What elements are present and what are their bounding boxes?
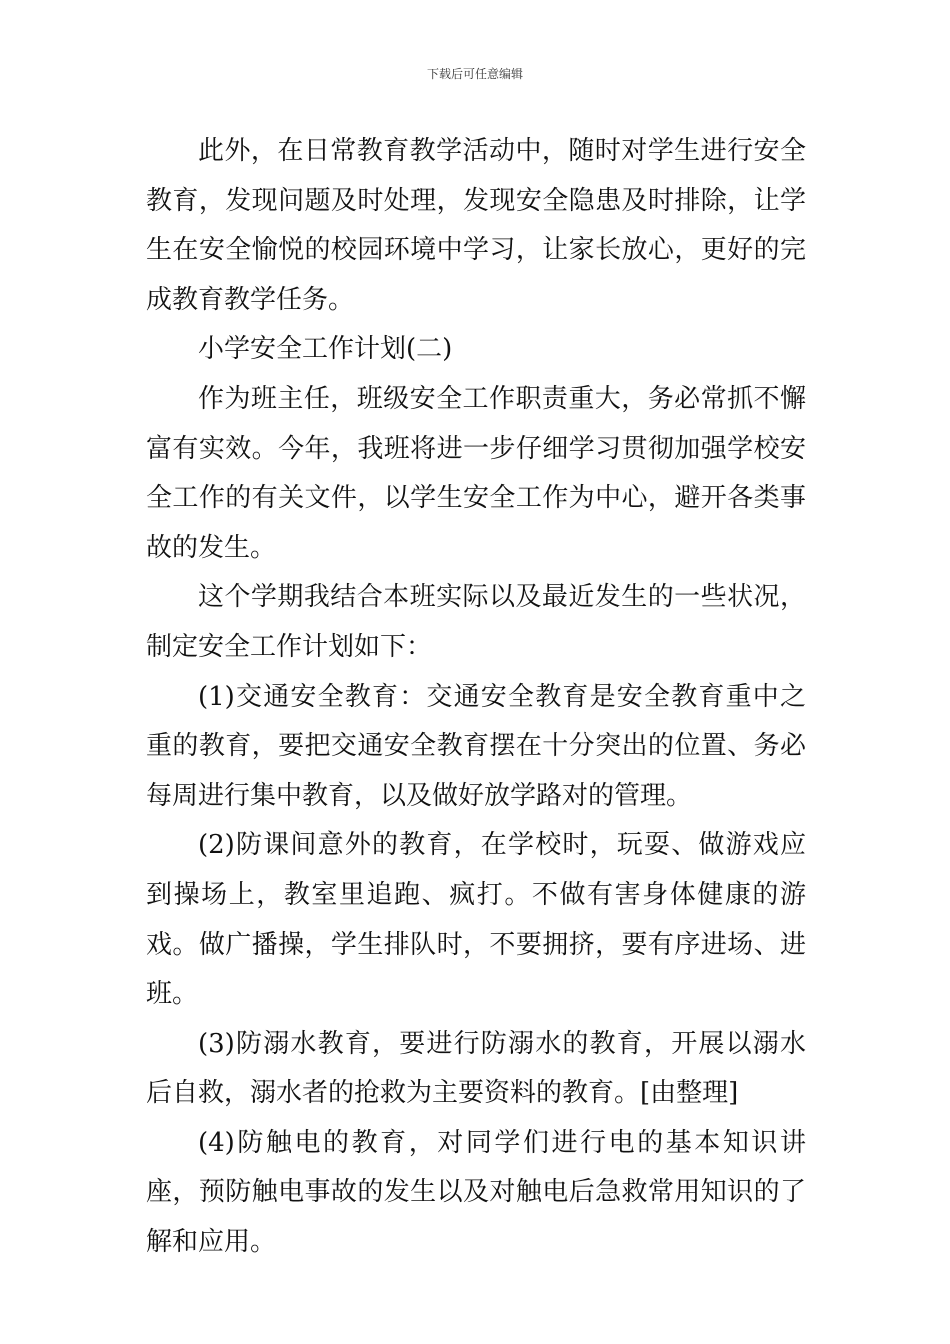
document-body [146,127,806,1268]
page-header: 下载后可任意编辑 [426,67,523,81]
list-item: (2)防课间意外的教育，在学校时，玩耍、做游戏应到操场上，教室里追跑、疯打。不做有害身体健康的游戏。做广播操，学生排队时，不要拥挤，要有序进场、进班。 [146,830,806,1010]
section-heading: 小学安全工作计划(二) [198,334,453,365]
paragraph: 作为班主任，班级安全工作职责重大，务必常抓不懈富有实效。今年，我班将进一步仔细学习贯彻加强学校安全工作的有关文件，以学生安全工作为中心，避开各类事故的发生。 [146,383,806,563]
list-item: (4)防触电的教育，对同学们进行电的基本知识讲座，预防触电事故的发生以及对触电后急救常用知识的了解和应用。 [146,1127,806,1258]
list-item: (3)防溺水教育，要进行防溺水的教育，开展以溺水后自救，溺水者的抢救为主要资料的教育。[由整理] [146,1028,806,1109]
paragraph: 这个学期我结合本班实际以及最近发生的一些状况，制定安全工作计划如下： [146,582,806,662]
paragraph: 此外，在日常教育教学活动中，随时对学生进行安全教育，发现问题及时处理，发现安全隐患及时排除，让学生在安全愉悦的校园环境中学习，让家长放心，更好的完成教育教学任务。 [146,136,806,315]
list-item: (1)交通安全教育：交通安全教育是安全教育重中之重的教育，要把交通安全教育摆在十分突出的位置、务必每周进行集中教育，以及做好放学路对的管理。 [146,681,806,811]
